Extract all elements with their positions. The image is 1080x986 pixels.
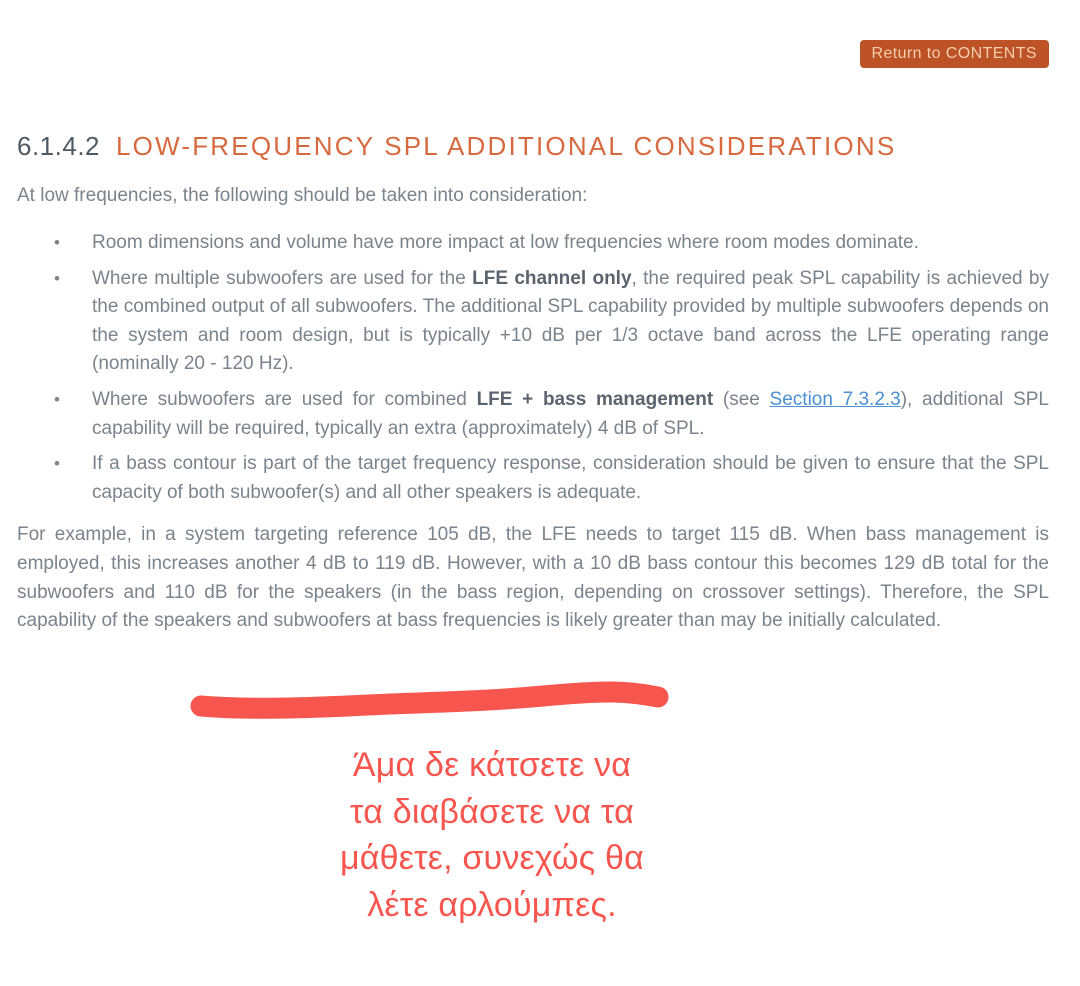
bullet-item-lfe-channel-only bbox=[17, 265, 1049, 379]
section-heading bbox=[17, 131, 1049, 162]
text-segment: ), additional SPL capability will be required, typically an extra (approximately) 4 dB of SPL. bbox=[92, 388, 1050, 439]
bullet-item-room-dimensions bbox=[17, 229, 1049, 258]
text-segment: (see bbox=[713, 388, 770, 410]
text-segment: Room dimensions and volume have more impact at low frequencies where room modes dominate. bbox=[92, 232, 919, 253]
bullet-item-bass-contour bbox=[17, 450, 1049, 507]
text-segment: If a bass contour is part of the target frequency response, consideration should be given to ensure that the SPL capacity of both subwoofer(s) and all other speakers is adequate. bbox=[92, 453, 1049, 503]
bold-text-segment: LFE + bass management bbox=[476, 388, 714, 410]
text-segment: Where subwoofers are used for combined bbox=[92, 388, 477, 410]
red-marker-underline bbox=[188, 680, 680, 726]
section-number: 6.1.4.2 bbox=[17, 131, 101, 161]
handwritten-annotation bbox=[0, 742, 984, 928]
annotation-line: μάθετε, συνεχώς θα bbox=[339, 839, 644, 877]
example-paragraph: For example, in a system targeting reference 105 dB, the LFE needs to target 115 dB. When bass management is employed, this increases another 4 dB to 119 dB. However, with a 10 dB bass contour this becomes 129 dB total for the subwoofers and 110 dB for the speakers (in the bass region, depending on crossover settings). Therefore, the SPL capability of the speakers and subwoofers at bass frequencies is likely greater than may be initially calculated. bbox=[17, 524, 1049, 632]
bold-text-segment: LFE channel only bbox=[472, 267, 632, 289]
intro-paragraph: At low frequencies, the following should be taken into consideration: bbox=[17, 185, 588, 206]
text-segment: , the required peak SPL capability is achieved by the combined output of all subwoofers. The additional SPL capability provided by multiple subwoofers depends on the system and room design, but is typically +10 dB per 1/3 octave band across the LFE operating range (nominally 20 - 120 Hz). bbox=[92, 267, 1049, 375]
text-segment: Where multiple subwoofers are used for the bbox=[92, 267, 473, 289]
bullet-item-lfe-bass-management bbox=[17, 386, 1049, 443]
section-title: LOW-FREQUENCY SPL ADDITIONAL CONSIDERATIONS bbox=[116, 131, 897, 161]
annotation-line: Άμα δε κάτσετε να bbox=[352, 746, 632, 784]
return-to-contents-button[interactable]: Return to CONTENTS bbox=[860, 40, 1049, 68]
annotation-line: τα διαβάσετε να τα bbox=[350, 792, 634, 831]
bullet-list bbox=[17, 229, 1049, 507]
annotation-line: λέτε αρλούμπες. bbox=[367, 885, 617, 924]
section-cross-reference-link[interactable]: Section 7.3.2.3 bbox=[769, 388, 901, 410]
